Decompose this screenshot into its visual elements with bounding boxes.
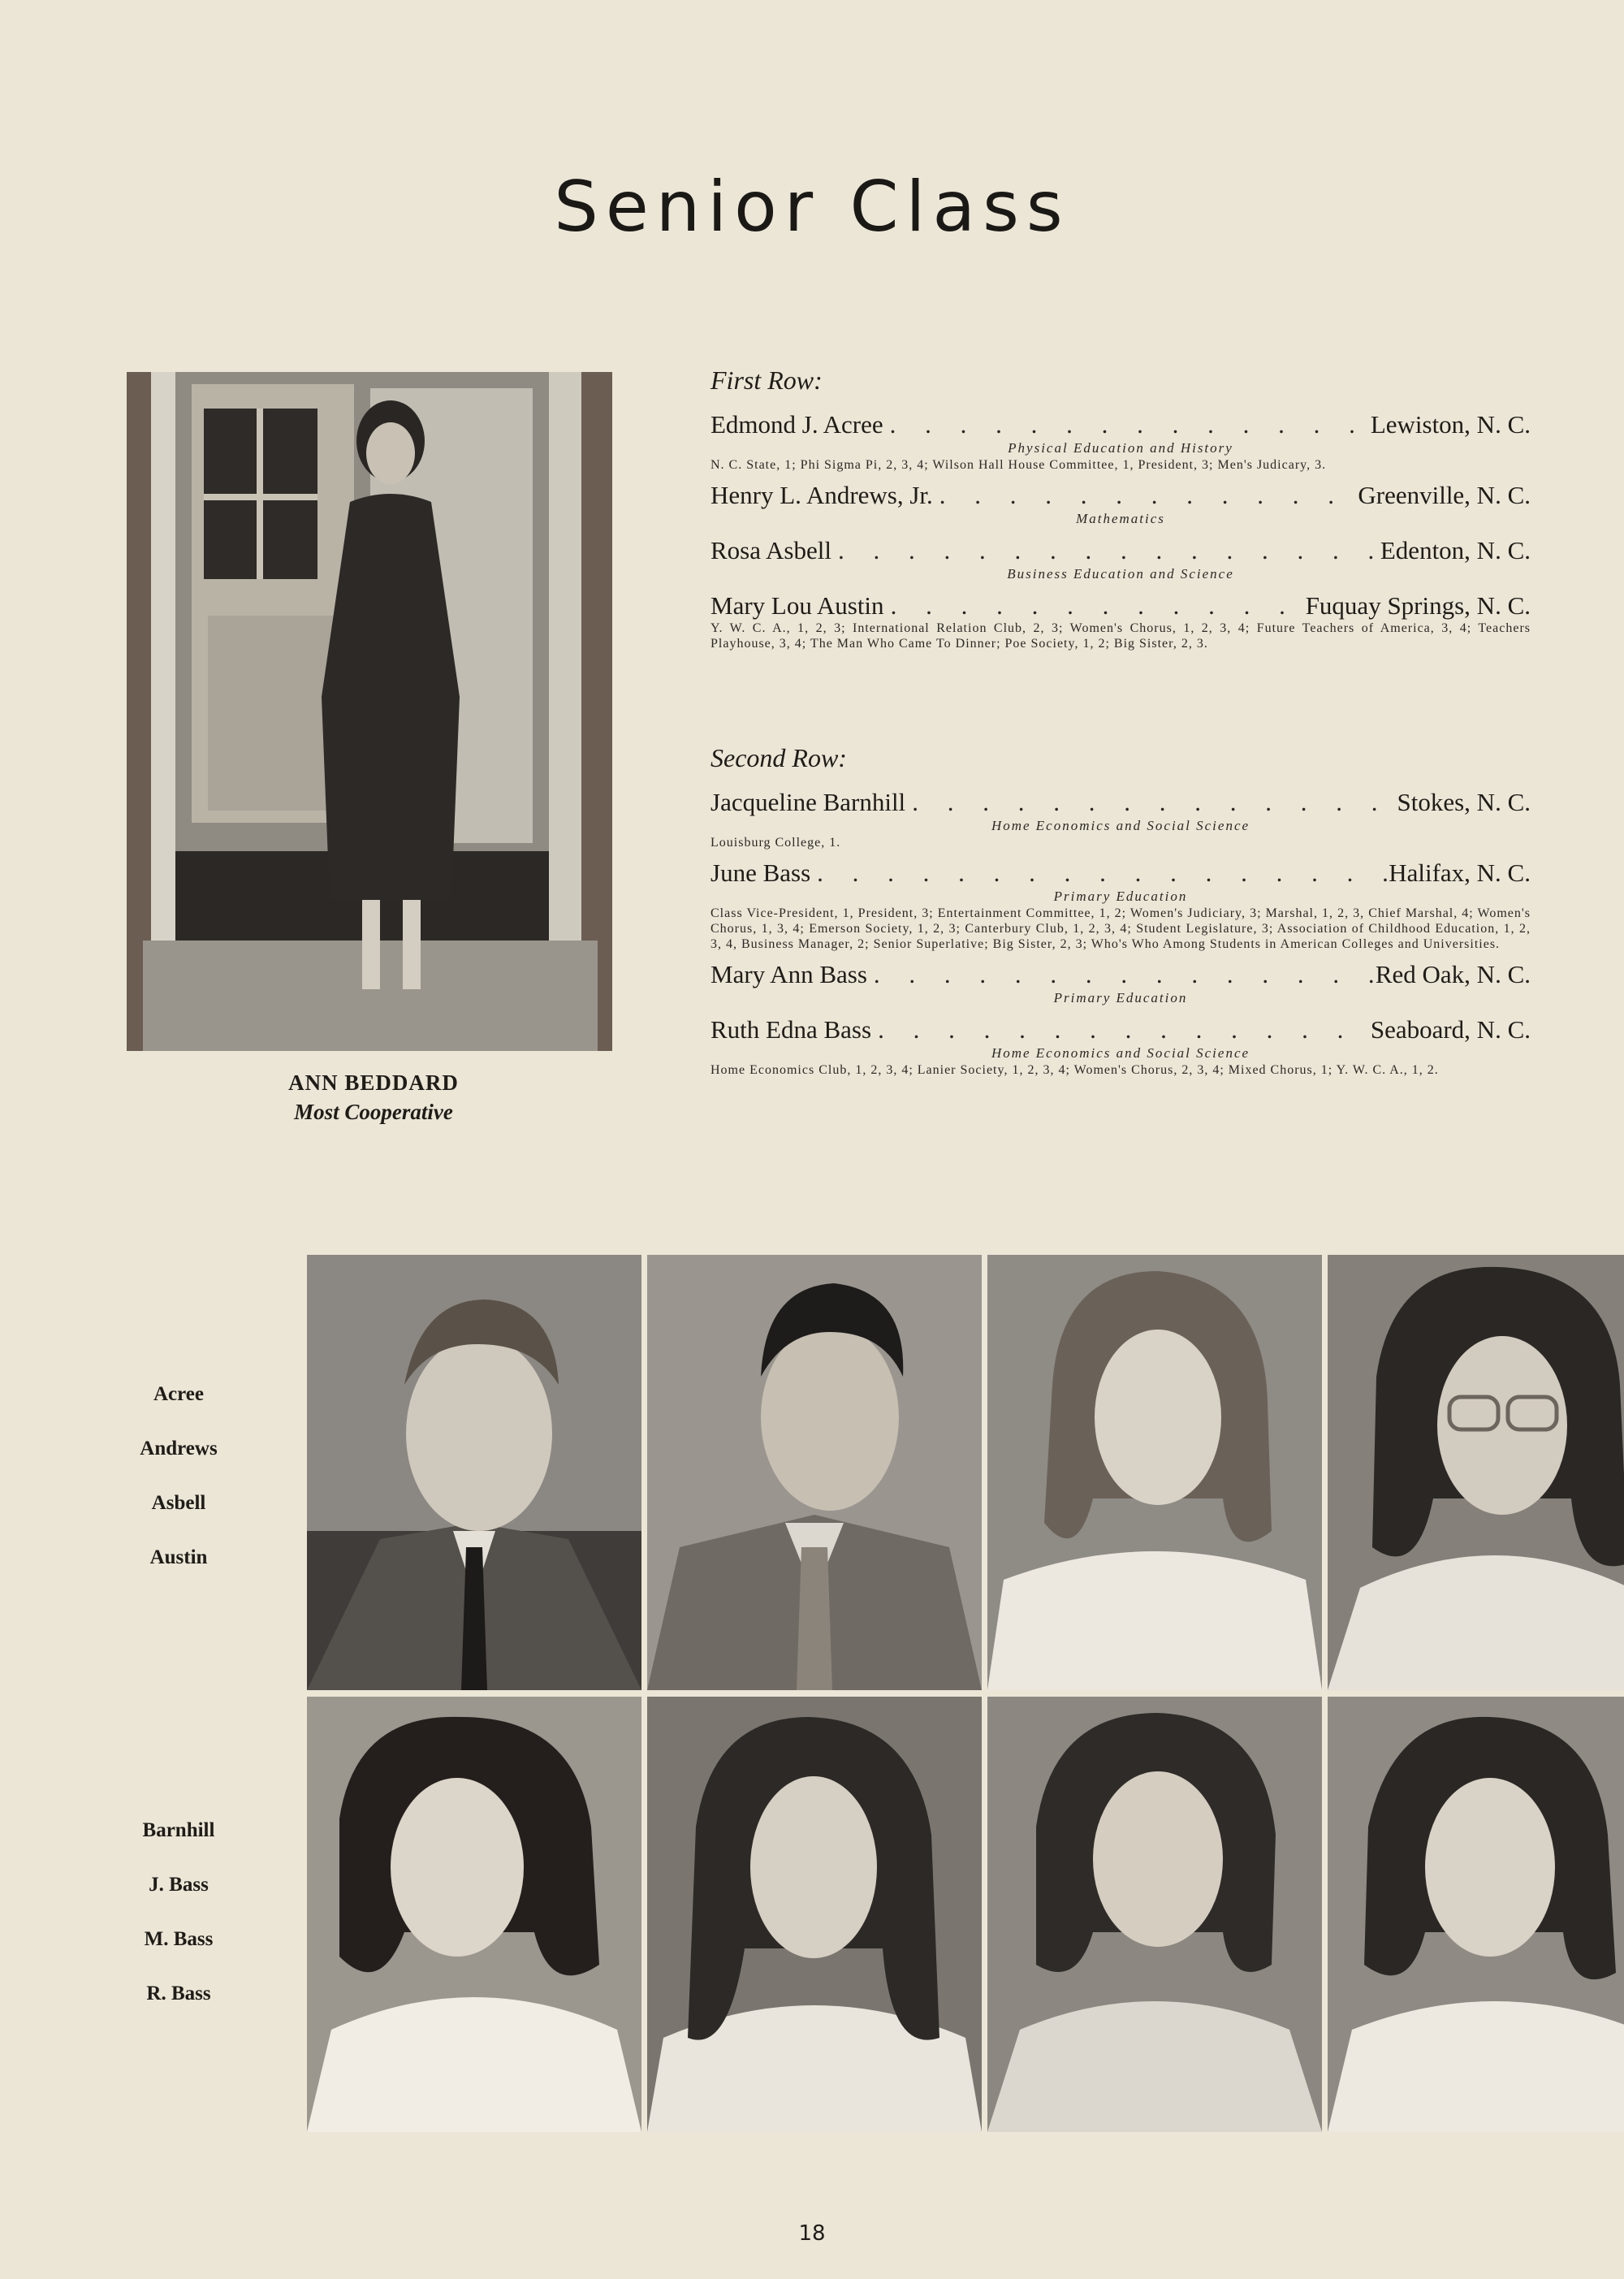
top-photo-labels xyxy=(97,1367,260,1585)
portrait-photo xyxy=(647,1697,982,2132)
student-name: Mary Lou Austin xyxy=(710,591,884,620)
student-hometown: Lewiston, N. C. xyxy=(1370,410,1531,439)
student-name: Mary Ann Bass xyxy=(710,960,867,988)
dot-leader xyxy=(884,591,1306,621)
student-activities: N. C. State, 1; Phi Sigma Pi, 2, 3, 4; Wilson Hall House Committee, 1, President, 3; Men's Judicary, 3. xyxy=(710,458,1327,472)
photo-label: Andrews xyxy=(140,1438,218,1460)
student-major: Home Economics and Social Science xyxy=(991,818,1250,833)
student-name: Edmond J. Acree xyxy=(710,410,883,439)
student-major: Primary Education xyxy=(1053,990,1188,1005)
student-name: Henry L. Andrews, Jr. xyxy=(710,481,933,509)
student-major: Physical Education and History xyxy=(1008,440,1233,456)
student-activities: Y. W. C. A., 1, 2, 3; International Relation Club, 2, 3; Women's Chorus, 1, 2, 3, 4; Future Teachers of America, 3, 4; Teachers Playhouse, 3, 4; The Man Who Came To Dinner; Poe Society, 1, 2; Big Sister, 2, 3. xyxy=(710,621,1531,651)
photo-label: Acree xyxy=(153,1383,204,1405)
student-activities: Louisburg College, 1. xyxy=(710,836,841,850)
photo-label: Austin xyxy=(149,1546,208,1568)
student-entry xyxy=(710,591,1531,651)
student-name: Rosa Asbell xyxy=(710,536,831,564)
student-major: Business Education and Science xyxy=(1007,566,1234,582)
student-major: Primary Education xyxy=(1053,889,1188,904)
portrait-grid xyxy=(307,1255,1624,2134)
student-name: Ruth Edna Bass xyxy=(710,1015,872,1044)
portrait-photo xyxy=(307,1255,641,1690)
portrait-photo xyxy=(307,1697,641,2132)
photo-label: Asbell xyxy=(151,1492,206,1514)
row-heading: Second Row: xyxy=(710,743,847,772)
photo-label: Barnhill xyxy=(142,1819,215,1841)
dot-leader xyxy=(867,960,1376,989)
student-major: Mathematics xyxy=(1076,511,1165,526)
student-hometown: Stokes, N. C. xyxy=(1397,788,1531,816)
student-entry xyxy=(710,788,1531,850)
portrait-photo xyxy=(987,1255,1322,1690)
portrait-photo xyxy=(647,1255,982,1690)
photo-label: J. Bass xyxy=(149,1874,209,1896)
student-hometown: Fuquay Springs, N. C. xyxy=(1305,591,1531,620)
portrait-photo xyxy=(1328,1255,1624,1690)
student-entry xyxy=(710,410,1531,473)
student-entry xyxy=(710,960,1531,1007)
student-major: Home Economics and Social Science xyxy=(991,1045,1250,1061)
dot-leader xyxy=(810,858,1389,888)
student-hometown: Seaboard, N. C. xyxy=(1370,1015,1531,1044)
feature-name: ANN BEDDARD xyxy=(288,1070,459,1095)
photo-label: R. Bass xyxy=(146,1983,211,2004)
feature-caption xyxy=(235,1068,512,1127)
dot-leader xyxy=(905,788,1397,817)
student-hometown: Edenton, N. C. xyxy=(1380,536,1531,564)
page-number: 18 xyxy=(798,2221,826,2246)
dot-leader xyxy=(933,481,1358,510)
feature-photo xyxy=(127,372,612,1051)
bottom-photo-labels xyxy=(97,1803,260,2021)
feature-award: Most Cooperative xyxy=(294,1100,453,1124)
student-name: Jacqueline Barnhill xyxy=(710,788,906,816)
dot-leader xyxy=(883,410,1371,439)
student-activities: Class Vice-President, 1, President, 3; Entertainment Committee, 1, 2; Women's Judiciary, 3; Marshal, 1, 2, 3, Chief Marshal, 4; Women's Chorus, 1, 3, 4; Emerson Society, 1, 2, 3; Canterbury Club, 1, 2, 3, 4; Student Legislature, 3; Association of Childhood Education, 1, 2, 3, 4, Business Manager, 2; Senior Superlative; Big Sister, 2, 3; Who's Who Among Students in American Colleges and Universities. xyxy=(710,906,1531,951)
student-name: June Bass xyxy=(710,858,811,887)
student-hometown: Greenville, N. C. xyxy=(1358,481,1531,509)
student-activities: Home Economics Club, 1, 2, 3, 4; Lanier Society, 1, 2, 3, 4; Women's Chorus, 2, 3, 4; Mixed Chorus, 1; Y. W. C. A., 1, 2. xyxy=(710,1063,1439,1077)
portrait-photo xyxy=(987,1697,1322,2132)
first-row-roster xyxy=(710,365,1531,659)
second-row-roster xyxy=(710,743,1531,1086)
row-heading: First Row: xyxy=(710,365,823,395)
page-title: Senior Class xyxy=(554,166,1070,248)
dot-leader xyxy=(831,536,1380,565)
student-entry xyxy=(710,481,1531,528)
student-hometown: Halifax, N. C. xyxy=(1389,858,1531,887)
student-entry xyxy=(710,1015,1531,1078)
student-entry xyxy=(710,858,1531,952)
portrait-photo xyxy=(1328,1697,1624,2132)
student-hometown: Red Oak, N. C. xyxy=(1375,960,1531,988)
photo-label: M. Bass xyxy=(144,1928,214,1950)
student-entry xyxy=(710,536,1531,583)
dot-leader xyxy=(871,1015,1371,1044)
